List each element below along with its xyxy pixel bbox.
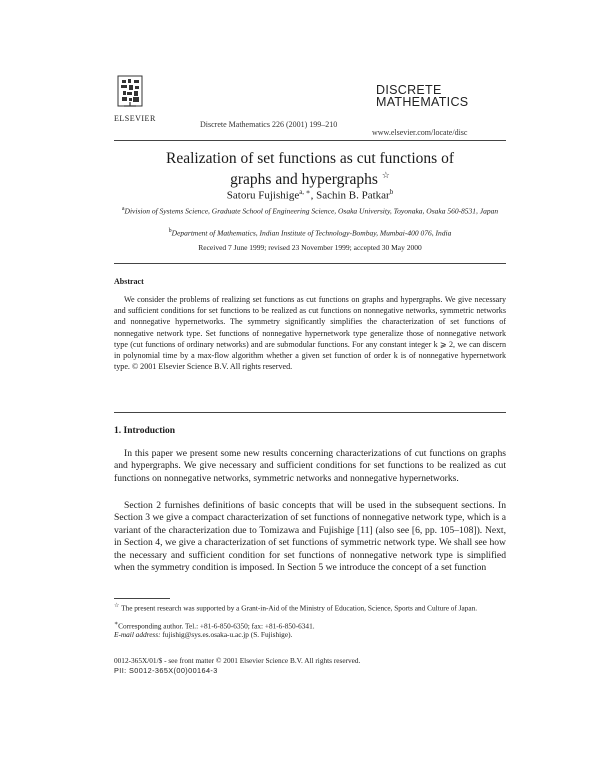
footnote-corresponding-text: Corresponding author. Tel.: +81-6-850-6350; fax: +81-6-850-6341. <box>118 621 315 631</box>
email-label: E-mail address: <box>114 630 161 639</box>
header-divider <box>114 140 506 141</box>
journal-name-line1: DISCRETE <box>376 83 442 97</box>
abstract-heading: Abstract <box>114 277 144 286</box>
received-dates: Received 7 June 1999; revised 23 November 1999; accepted 30 May 2000 <box>198 243 422 252</box>
elsevier-logo <box>114 72 156 124</box>
affiliation-b <box>114 227 506 238</box>
footnote-star-icon: ☆ <box>114 603 120 609</box>
journal-url-link[interactable]: www.elsevier.com/locate/disc <box>372 128 468 137</box>
journal-name-line2: MATHEMATICS <box>376 95 469 109</box>
affiliation-text: Division of Systems Science, Graduate School of Engineering Science, Osaka University, Toyonaka, Osaka 560-8531, Japan <box>124 206 499 216</box>
intro-paragraph-2: Section 2 furnishes definitions of basic concepts that will be used in the subsequent sections. In Section 3 we give a compact characterization of set functions of nonnegative network type, which is a variant of the characterization due to Tomizawa and Fujishige [11] (also see [6, pp. 105–108]). Next, in Section 4, we give a characterization of set functions of symmetric network type. We shall see how the necessary and sufficient condition for set functions of nonnegative network type is simplified when the symmetry condition is imposed. In Section 5 we introduce the concept of a set function <box>114 500 506 574</box>
footnote-funding-text: The present research was supported by a Grant-in-Aid of the Ministry of Education, Science, Sports and Culture of Japan. <box>121 603 478 613</box>
abstract-body: We consider the problems of realizing set functions as cut functions on graphs and hypergraphs. We give necessary and sufficient conditions for set functions to be realized as cut functions on nonnegative networks, symmetric networks and nonnegative hypernetworks. The symmetry significantly simplifies the characterization of set functions of nonnegative network type. Set functions of nonnegative hypernetwork type generalize those of nonnegative network type (cut functions of ordinary networks) and are submodular functions. For any constant integer k ⩾ 2, we can discern in polynomial time by a max-flow algorithm whether a given set function of order k is of nonnegative hypernetwork type. © 2001 Elsevier Science B.V. All rights reserved. <box>114 295 506 372</box>
footnote-email <box>114 630 506 639</box>
email-link[interactable]: fujishig@sys.es.osaka-u.ac.jp (S. Fujishige). <box>162 630 293 639</box>
paper-title-line1: Realization of set functions as cut functions of <box>166 150 454 167</box>
author-name: Sachin B. Patkar <box>316 189 390 202</box>
author-list <box>114 188 506 202</box>
paper-title-line2: graphs and hypergraphs <box>230 171 378 189</box>
author-separator: , <box>310 189 317 202</box>
footnote-divider <box>114 598 170 599</box>
journal-citation: Discrete Mathematics 226 (2001) 199–210 <box>200 120 338 129</box>
footnote-asterisk-icon: ∗ <box>114 621 119 627</box>
author-affiliation-mark: b <box>389 188 394 196</box>
affiliation-mark: b <box>168 228 172 234</box>
pii-line: PII: S0012-365X(00)00164-3 <box>114 666 218 675</box>
intro-paragraph-1: In this paper we present some new results concerning characterizations of cut functions on graphs and hypergraphs. We give necessary and sufficient conditions for set functions to be realized as cut functions on nonnegative networks, symmetric networks and nonnegative hypernetworks. <box>114 448 506 484</box>
title-footnote-star-icon[interactable]: ☆ <box>381 170 390 180</box>
affiliation-mark: a <box>121 206 125 212</box>
affiliation-text: Department of Mathematics, Indian Institute of Technology-Bombay, Mumbai-400 076, India <box>171 228 452 238</box>
abstract-bottom-divider <box>114 412 506 413</box>
journal-brand <box>376 84 504 108</box>
paper-title <box>114 150 506 188</box>
footnote-funding <box>114 602 506 612</box>
affiliation-a <box>114 205 506 216</box>
publisher-wordmark: ELSEVIER <box>114 114 156 123</box>
author-affiliation-mark: a, ∗ <box>299 188 311 196</box>
footnote-corresponding <box>114 620 506 630</box>
issn-line: 0012-365X/01/$ - see front matter © 2001 Elsevier Science B.V. All rights reserved. <box>114 656 361 665</box>
abstract-top-divider <box>114 263 506 264</box>
section-heading-introduction: 1. Introduction <box>114 426 176 436</box>
author-name: Satoru Fujishige <box>226 189 300 202</box>
